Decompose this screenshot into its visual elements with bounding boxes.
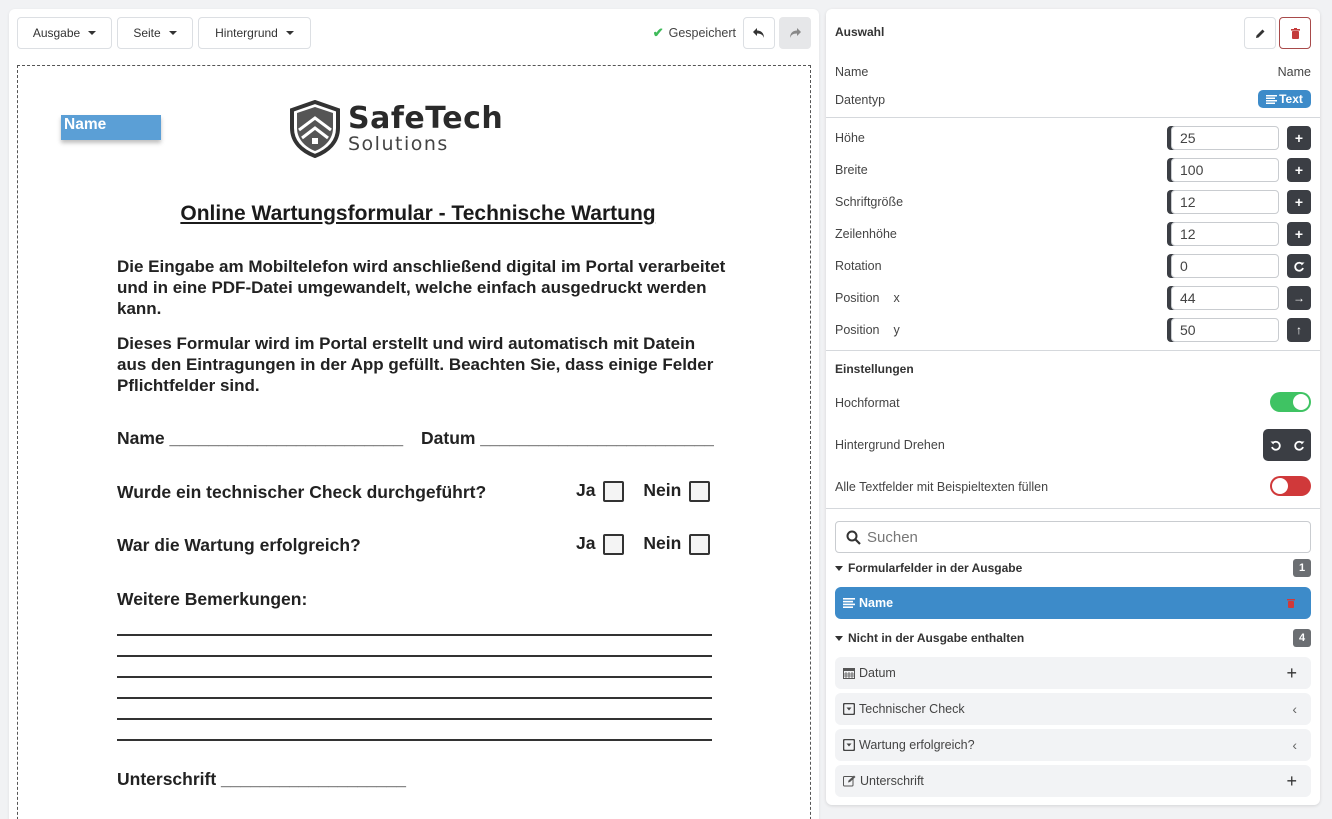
fontsize-input[interactable] [1171,190,1279,214]
placed-field-name[interactable]: Name [61,115,161,140]
field-item-wartung-erfolgreich[interactable] [835,729,1311,761]
rotate-right-button[interactable] [1287,254,1311,278]
not-in-output-group-header[interactable] [835,629,1311,647]
remarks-rule [117,676,712,678]
redo-icon [788,27,802,39]
rotate-background-left-button[interactable] [1263,429,1287,461]
field-item-name[interactable] [835,587,1311,619]
portrait-toggle[interactable] [1270,392,1311,412]
no-label: Nein [643,533,682,553]
editor-toolbar [17,17,811,49]
field-item-label: Technischer Check [859,702,965,716]
rotate-background-buttons [1263,429,1311,461]
logo-subtitle: Solutions [348,133,449,155]
position-x-label: Position x [835,291,900,305]
position-y-input[interactable] [1171,318,1279,342]
checkbox-yes [603,534,624,555]
name-value: Name [1277,65,1311,79]
calendar-icon [843,667,855,679]
lineheight-label: Zeilenhöhe [835,227,897,241]
lineheight-increase-button[interactable] [1287,222,1311,246]
move-right-button[interactable] [1287,286,1311,310]
save-status-label: Gespeichert [668,26,736,40]
field-item-label: Name [859,596,894,610]
delete-button[interactable] [1279,17,1311,49]
arrow-right-icon: → [1293,291,1305,305]
divider [826,350,1320,351]
trash-icon [1291,28,1300,39]
width-increase-button[interactable] [1287,158,1311,182]
checkbox-no [689,481,710,502]
position-y-row [826,318,1320,342]
checkbox-no [689,534,710,555]
signature-edit-icon [843,775,856,787]
rotate-background-label: Hintergrund Drehen [835,438,945,452]
remarks-rule [117,634,712,636]
background-dropdown[interactable] [198,17,311,49]
field-search[interactable] [835,521,1311,553]
remarks-rule [117,697,712,699]
rotate-cw-icon [1294,440,1305,451]
shield-house-icon [288,100,342,158]
datatype-value: Text [1279,92,1303,106]
question-maintenance-success: War die Wartung erfolgreich? [117,535,361,555]
question-1-options [576,480,710,502]
fontsize-increase-button[interactable] [1287,190,1311,214]
fontsize-label: Schriftgröße [835,195,904,209]
field-item-technischer-check[interactable] [835,693,1311,725]
field-item-unterschrift[interactable] [835,765,1311,797]
search-icon [846,530,861,545]
question-technical-check: Wurde ein technischer Check durchgeführt? [117,482,487,502]
text-lines-icon [843,598,855,608]
not-in-output-title: Nicht in der Ausgabe enthalten [848,631,1025,645]
yes-label: Ja [576,480,596,500]
lineheight-row [826,222,1320,246]
plus-icon: + [1294,162,1304,178]
question-2-options [576,533,710,555]
in-output-group-header[interactable] [835,559,1311,577]
checkbox-yes [603,481,624,502]
text-lines-icon [1266,95,1277,104]
pencil-icon [1255,28,1266,39]
redo-button[interactable] [779,17,811,49]
date-line: Datum ________________________ [421,428,714,448]
remove-field-button[interactable] [1287,587,1295,619]
fill-examples-label: Alle Textfelder mit Beispieltexten füllen [835,480,1049,494]
triangle-down-icon [835,566,843,571]
rotate-cw-icon [1294,261,1305,272]
page-canvas[interactable] [17,65,811,819]
undo-button[interactable] [743,17,775,49]
name-line: Name ________________________ [117,428,404,448]
page-dropdown[interactable] [117,17,193,49]
field-item-label: Datum [859,666,896,680]
position-y-label: Position y [835,323,900,337]
move-up-button[interactable] [1287,318,1311,342]
company-logo [288,100,503,158]
remarks-rule [117,655,712,657]
caret-down-icon [88,31,96,35]
fontsize-row [826,190,1320,214]
height-increase-button[interactable] [1287,126,1311,150]
remarks-rule [117,739,712,741]
signature-line: Unterschrift ___________________ [117,769,406,789]
yes-label: Ja [576,533,596,553]
add-field-button[interactable]: + [1286,770,1297,791]
plus-icon: + [1294,130,1304,146]
selection-title: Auswahl [835,25,885,39]
check-icon: ✔ [652,25,664,40]
rotation-row [826,254,1320,278]
plus-icon: + [1294,194,1304,210]
remarks-label: Weitere Bemerkungen: [117,589,308,609]
logo-name: SafeTech [348,101,504,136]
dropdown-box-icon [843,703,855,715]
width-input[interactable] [1171,158,1279,182]
position-x-row [826,286,1320,310]
caret-down-icon [286,31,294,35]
add-field-button[interactable]: + [1286,662,1297,683]
output-dropdown[interactable] [17,17,112,49]
background-dropdown-label: Hintergrund [215,26,278,40]
arrow-up-icon: ↑ [1296,323,1302,337]
name-label: Name [835,65,869,79]
position-x-input[interactable] [1171,286,1279,310]
height-label: Höhe [835,131,865,145]
datatype-badge [1258,90,1311,108]
fill-examples-toggle[interactable] [1270,476,1311,496]
not-in-output-count: 4 [1293,629,1311,647]
dropdown-box-icon [843,739,855,751]
triangle-down-icon [835,636,843,641]
no-label: Nein [643,480,682,500]
lineheight-input[interactable] [1171,222,1279,246]
document-background [18,66,810,819]
edit-button[interactable] [1244,17,1276,49]
height-row [826,126,1320,150]
field-item-datum[interactable] [835,657,1311,689]
document-title: Online Wartungsformular - Technische Wartung [180,202,656,225]
in-output-title: Formularfelder in der Ausgabe [848,561,1023,575]
in-output-count: 1 [1293,559,1311,577]
expand-field-button[interactable]: ‹ [1292,701,1297,717]
search-input[interactable] [867,529,1287,546]
editor-panel [9,9,819,819]
width-label: Breite [835,163,868,177]
trash-icon [1287,598,1295,608]
remarks-rule [117,718,712,720]
height-input[interactable] [1171,126,1279,150]
datatype-label: Datentyp [835,93,886,107]
rotate-background-right-button[interactable] [1287,429,1311,461]
divider [826,117,1320,118]
output-dropdown-label: Ausgabe [32,26,81,40]
field-item-label: Unterschrift [860,774,924,788]
plus-icon: + [1294,226,1304,242]
expand-field-button[interactable]: ‹ [1292,737,1297,753]
portrait-label: Hochformat [835,396,900,410]
field-item-label: Wartung erfolgreich? [859,738,975,752]
rotation-label: Rotation [835,259,882,273]
rotation-input[interactable] [1171,254,1279,278]
properties-panel [826,9,1320,805]
caret-down-icon [169,31,177,35]
intro-paragraph-1: Die Eingabe am Mobiltelefon wird anschließend digital im Portal verarbeitet und in eine PDF-Datei umgewandelt, welche einfach ausgedruckt werden kann. [117,257,726,318]
page-dropdown-label: Seite [133,26,161,40]
save-status [653,17,736,49]
width-row [826,158,1320,182]
undo-icon [752,27,766,39]
rotate-ccw-icon [1270,440,1281,451]
divider [826,508,1320,509]
settings-title: Einstellungen [835,362,914,376]
intro-paragraph-2: Dieses Formular wird im Portal erstellt und wird automatisch mit Datein aus den Eintragungen in der App gefüllt. Beachten Sie, dass einige Felder Pflichtfelder sind. [117,334,714,395]
